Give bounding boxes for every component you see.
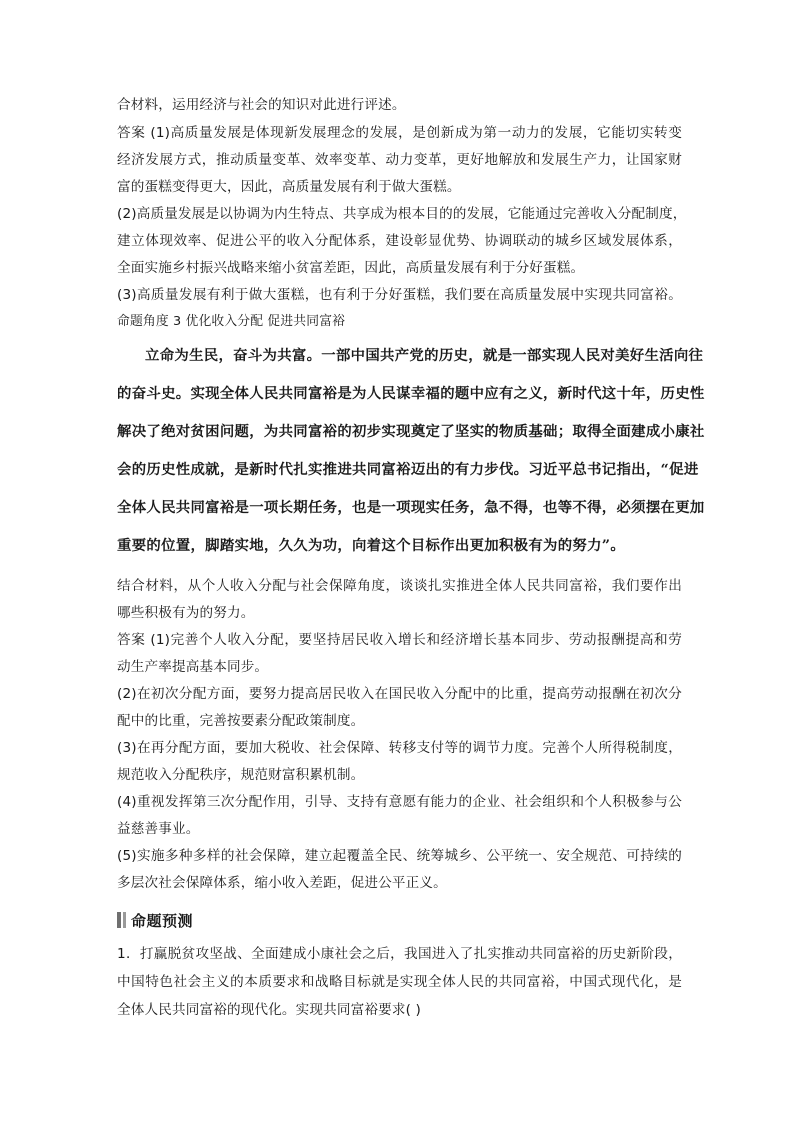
answer1-line: 全面实施乡村振兴战略来缩小贫富差距，因此，高质量发展有利于分好蛋糕。 [117, 260, 585, 276]
section-heading [117, 909, 193, 931]
answer1-line: (2)高质量发展是以协调为内生特点、共享成为根本目的的发展，它能通过完善收入分配制度， [117, 206, 687, 222]
answer2-line: (5)实施多种多样的社会保障，建立起覆盖全民、统筹城乡、公平统一、安全规范、可持续的 [117, 848, 682, 864]
answer2-line: 规范收入分配秩序，规范财富积累机制。 [117, 767, 365, 783]
answer1-line: 经济发展方式，推动质量变革、效率变革、动力变革，更好地解放和发展生产力，让国家财 [117, 152, 682, 168]
answer2-line: 多层次社会保障体系，缩小收入差距，促进公平正义。 [117, 875, 447, 891]
answer2-line: 益慈善事业。 [117, 821, 200, 837]
prediction-line: 1．打赢脱贫攻坚战、全面建成小康社会之后，我国进入了扎实推动共同富裕的历史新阶段， [117, 946, 682, 962]
material-line: 重要的位置，脚踏实地，久久为功，向着这个目标作出更加积极有为的努力”。 [117, 537, 626, 554]
material-line: 全体人民共同富裕是一项长期任务，也是一项现实任务，急不得，也等不得，必须摆在更加 [117, 499, 705, 516]
section-heading-text: 命题预测 [131, 911, 194, 930]
answer1-line: 建立体现效率、促进公平的收入分配体系，建设彰显优势、协调联动的城乡区域发展体系， [117, 233, 682, 249]
answer2-line: (2)在初次分配方面，要努力提高居民收入在国民收入分配中的比重，提高劳动报酬在初次分 [117, 686, 682, 702]
material-line: 解决了绝对贫困问题，为共同富裕的初步实现奠定了坚实的物质基础；取得全面建成小康社 [117, 423, 705, 440]
answer2-line: (3)在再分配方面，要加大税收、社会保障、转移支付等的调节力度。完善个人所得税制度， [117, 740, 682, 756]
topic-angle-heading: 命题角度 3 优化收入分配 促进共同富裕 [117, 314, 346, 329]
question-line: 哪些积极有为的努力。 [117, 605, 255, 621]
question-line: 结合材料，从个人收入分配与社会保障角度，谈谈扎实推进全体人民共同富裕，我们要作出 [117, 578, 682, 594]
answer1-line: 答案 (1)高质量发展是体现新发展理念的发展，是创新成为第一动力的发展，它能切实转变 [117, 125, 682, 141]
section-marker-icon [117, 912, 126, 928]
answer2-line: (4)重视发挥第三次分配作用，引导、支持有意愿有能力的企业、社会组织和个人积极参与公 [117, 794, 682, 810]
material-line: 的奋斗史。实现全体人民共同富裕是为人民谋幸福的题中应有之义，新时代这十年，历史性 [117, 385, 705, 402]
answer2-line: 动生产率提高基本同步。 [117, 659, 269, 675]
answer2-line: 配中的比重，完善按要素分配政策制度。 [117, 713, 365, 729]
material-line: 会的历史性成就，是新时代扎实推进共同富裕迈出的有力步伐。习近平总书记指出，“促进 [117, 461, 699, 478]
intro-continuation: 合材料，运用经济与社会的知识对此进行评述。 [117, 97, 406, 113]
answer2-line: 答案 (1)完善个人收入分配，要坚持居民收入增长和经济增长基本同步、劳动报酬提高和劳 [117, 632, 682, 648]
answer1-line: (3)高质量发展有利于做大蛋糕，也有利于分好蛋糕，我们要在高质量发展中实现共同富裕。 [117, 287, 682, 303]
material-line: 立命为生民，奋斗为共富。一部中国共产党的历史，就是一部实现人民对美好生活向往 [145, 347, 704, 364]
prediction-line: 中国特色社会主义的本质要求和战略目标就是实现全体人民的共同富裕，中国式现代化，是 [117, 974, 682, 990]
prediction-line: 全体人民共同富裕的现代化。实现共同富裕要求( ) [117, 1002, 421, 1018]
answer1-line: 富的蛋糕变得更大，因此，高质量发展有利于做大蛋糕。 [117, 179, 461, 195]
